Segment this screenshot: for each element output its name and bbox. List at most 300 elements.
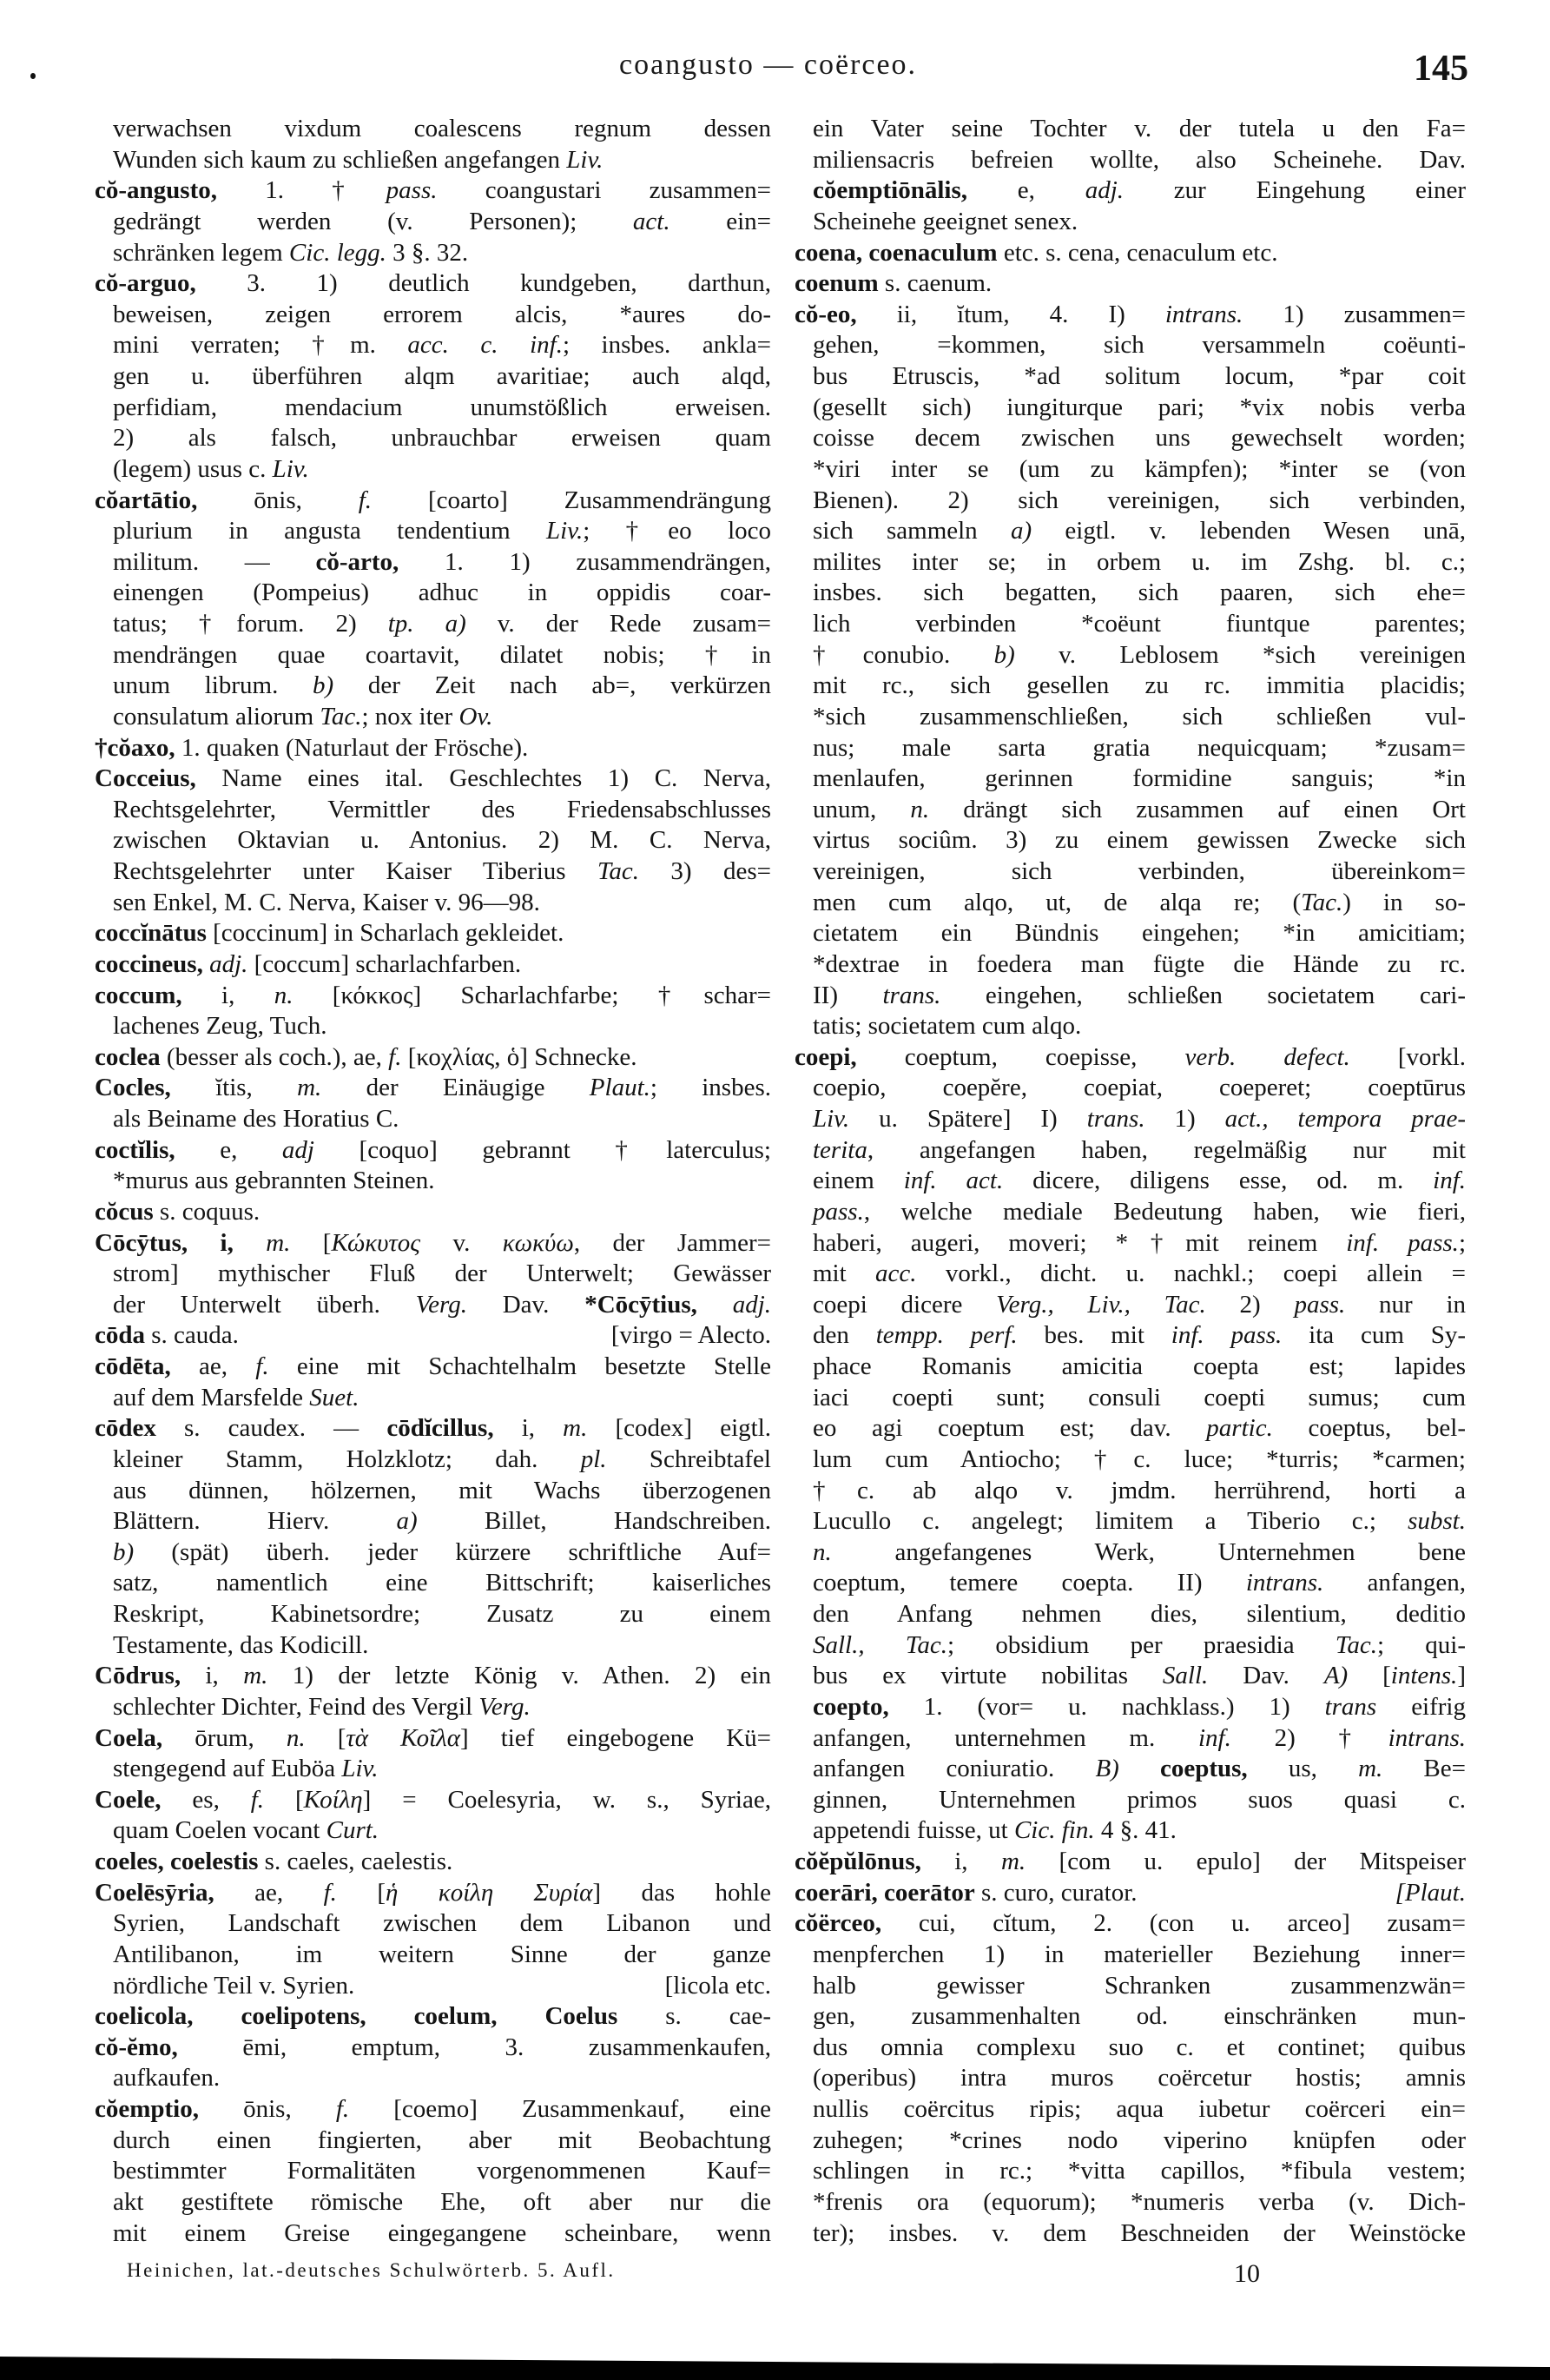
definition-text: 1. † xyxy=(216,176,386,205)
definition-text: v. Leblosem *sich vereinigen xyxy=(1014,640,1466,669)
entry-text-line xyxy=(795,2063,1466,2094)
definition-text: akt gestiftete römische Ehe, oft aber nur die xyxy=(113,2187,771,2216)
definition-text: mini verraten; †m. xyxy=(113,331,408,360)
definition-text: 2) † xyxy=(1230,1723,1388,1752)
definition-text: [coccinum] in Scharlach gekleidet. xyxy=(206,919,564,948)
definition-text: eifrig xyxy=(1376,1692,1466,1721)
definition-text: *murus aus gebrannten Steinen. xyxy=(113,1167,435,1195)
definition-text: *sich zusammenschließen, sich schließen vul- xyxy=(813,702,1466,731)
definition-text: 4 §. 41. xyxy=(1094,1816,1177,1845)
line-main-text xyxy=(95,1320,239,1352)
right-column xyxy=(795,114,1466,2249)
italic-abbreviation: n. xyxy=(813,1537,832,1566)
italic-abbreviation: Liv. xyxy=(813,1105,850,1133)
margin-mark-dot xyxy=(30,73,36,79)
italic-abbreviation: Liv. xyxy=(546,517,584,545)
entry-text-line xyxy=(795,825,1466,856)
entry-headword-line xyxy=(95,1352,771,1383)
definition-text: coepi dicere xyxy=(813,1290,997,1319)
entry-headword-line xyxy=(795,1847,1466,1878)
definition-text: appetendi fuisse, ut xyxy=(813,1816,1014,1845)
line-main-text xyxy=(795,1878,1138,1909)
headword: cōda xyxy=(95,1321,145,1350)
definition-text: *frenis ora (equorum); *numeris verba (v. Dich- xyxy=(813,2187,1466,2216)
headword: cŏ-arguo, xyxy=(95,269,196,298)
entry-text-line xyxy=(795,2094,1466,2125)
italic-abbreviation: Κώκυτος xyxy=(331,1228,421,1257)
entry-headword-line xyxy=(795,238,1466,269)
italic-abbreviation: adj. xyxy=(732,1290,771,1319)
definition-text: coeptum, temere coepta. II) xyxy=(813,1569,1246,1597)
italic-abbreviation: subst. xyxy=(1408,1507,1466,1536)
definition-text: nus; male sarta gratia nequicquam; *zusam= xyxy=(813,733,1466,762)
entry-text-line xyxy=(95,1476,771,1507)
entry-headword-line xyxy=(95,1413,771,1445)
entry-text-line xyxy=(795,1073,1466,1104)
definition-text: i, xyxy=(181,981,274,1009)
definition-text: [codex] eigtl. xyxy=(587,1414,771,1443)
definition-text: men cum alqo, ut, de alqa re; ( xyxy=(813,888,1302,916)
italic-abbreviation: Curt. xyxy=(326,1816,379,1845)
italic-abbreviation: pass. xyxy=(813,1197,864,1226)
italic-abbreviation: trans. xyxy=(1086,1105,1145,1133)
italic-abbreviation: intrans. xyxy=(1388,1723,1466,1752)
italic-abbreviation: A) xyxy=(1323,1662,1349,1690)
definition-text: (legem) usus c. xyxy=(113,454,273,483)
entry-headword-line xyxy=(95,175,771,207)
entry-text-line xyxy=(95,1908,771,1940)
carried-over-fragment: [Plaut. xyxy=(1395,1878,1466,1907)
entry-text-line xyxy=(795,981,1466,1012)
entry-text-line xyxy=(95,1599,771,1630)
headword: coccum, xyxy=(95,981,182,1009)
entry-text-line xyxy=(795,207,1466,238)
entry-text-line xyxy=(795,1723,1466,1755)
entry-headword-line xyxy=(95,2094,771,2125)
definition-text: aus dünnen, hölzernen, mit Wachs überzogenen xyxy=(113,1476,771,1504)
headword: cŏcus xyxy=(95,1197,154,1226)
italic-abbreviation: verb. defect. xyxy=(1184,1042,1350,1071)
italic-abbreviation: a) xyxy=(396,1507,418,1536)
entry-text-line xyxy=(95,2187,771,2218)
definition-text: haberi, augeri, moveri; *†mit reinem xyxy=(813,1228,1347,1257)
entry-text-line xyxy=(95,1383,771,1414)
entry-text-line xyxy=(95,578,771,609)
headword: coclea xyxy=(95,1042,161,1071)
entry-text-line xyxy=(795,547,1466,578)
entry-text-line xyxy=(795,486,1466,517)
definition-text: drängt sich zusammen auf einen Ort xyxy=(929,795,1466,823)
italic-abbreviation: Verg. xyxy=(415,1290,467,1319)
italic-abbreviation: Κοίλη xyxy=(303,1785,363,1814)
definition-text: coepio, coepĕre, coepiat, coeperet; coeptūrus xyxy=(813,1074,1466,1102)
entry-text-line xyxy=(95,454,771,486)
entry-text-line xyxy=(795,1971,1466,2002)
entry-headword-line xyxy=(95,1042,771,1074)
entry-headword-line xyxy=(95,981,771,1012)
entry-text-line xyxy=(95,2063,771,2094)
footer-imprint: Heinichen, lat.-deutsches Schulwörterb. 5. Aufl. xyxy=(127,2259,616,2281)
headword: coccĭnātus xyxy=(95,919,207,948)
entry-text-line xyxy=(795,2033,1466,2064)
definition-text: der Zeit nach ab=, verkürzen xyxy=(333,671,771,700)
definition-text: Rechtsgelehrter, Vermittler des Friedensabschlusses xyxy=(113,795,771,823)
definition-text: vereinigen, sich verbinden, übereinkom= xyxy=(813,857,1466,885)
entry-text-line xyxy=(95,2218,771,2250)
entry-text-line xyxy=(795,1785,1466,1816)
italic-abbreviation: Sall., Tac. xyxy=(813,1630,947,1659)
definition-text xyxy=(1119,1755,1160,1782)
entry-text-line xyxy=(795,1259,1466,1290)
italic-abbreviation: inf. act. xyxy=(903,1167,1004,1195)
italic-abbreviation: trans xyxy=(1324,1692,1377,1721)
italic-abbreviation: f. xyxy=(335,2095,350,2123)
entry-text-line xyxy=(795,1011,1466,1042)
definition-text: dicere, diligens esse, od. m. xyxy=(1003,1167,1434,1195)
entry-text-line xyxy=(795,1445,1466,1476)
definition-text: [coccum] scharlachfarben. xyxy=(247,949,522,978)
definition-text: [ xyxy=(264,1785,304,1814)
definition-text: den Anfang nehmen dies, silentium, deditio xyxy=(813,1600,1466,1628)
entry-text-line xyxy=(795,361,1466,393)
definition-text: Testamente, das Kodicill. xyxy=(113,1630,369,1659)
definition-text: anfangen coniuratio. xyxy=(813,1755,1096,1783)
entry-text-line xyxy=(795,888,1466,919)
italic-abbreviation: inf. xyxy=(1433,1167,1467,1195)
definition-text: ; qui- xyxy=(1376,1630,1467,1659)
entry-text-line xyxy=(795,1197,1466,1228)
definition-text: satz, namentlich eine Bittschrift; kaiserliches xyxy=(113,1569,771,1597)
scan-edge xyxy=(0,2350,1550,2380)
definition-text: der Unterwelt überh. xyxy=(113,1290,416,1319)
definition-text: gen u. überführen alqm avaritiae; auch alqd, xyxy=(113,362,771,390)
entry-text-line xyxy=(795,795,1466,826)
definition-text: halb gewisser Schranken zusammenzwän= xyxy=(813,1971,1466,2000)
definition-text: ii, ĭtum, 4. I) xyxy=(856,300,1165,328)
definition-text: ae, xyxy=(214,1878,324,1907)
entry-headword-line xyxy=(795,268,1466,300)
entry-text-line xyxy=(95,207,771,238)
definition-text: 1. (vor= u. nachklass.) 1) xyxy=(888,1692,1325,1721)
definition-text: 3) des= xyxy=(639,857,771,885)
definition-text: [coquo] gebrannt †laterculus; xyxy=(313,1135,771,1164)
definition-text: mit xyxy=(813,1259,876,1288)
definition-text: durch einen fingierten, aber mit Beobachtung xyxy=(113,2125,771,2154)
italic-abbreviation: Cic. fin. xyxy=(1013,1816,1095,1845)
italic-abbreviation: Suet. xyxy=(309,1383,359,1411)
definition-text: Dav. xyxy=(466,1290,585,1319)
definition-text: coeptum, coepisse, xyxy=(856,1042,1185,1071)
definition-text: einengen (Pompeius) adhuc in oppidis coar- xyxy=(113,578,771,607)
definition-text: , angefangen haben, regelmäßig nur mit xyxy=(867,1135,1466,1164)
definition-text: lachenes Zeug, Tuch. xyxy=(113,1012,327,1041)
definition-text: †conubio. xyxy=(813,640,994,669)
headword: cŏ-angusto, xyxy=(95,176,217,205)
definition-text: ein Vater seine Tochter v. der tutela u den Fa= xyxy=(813,115,1466,142)
definition-text: [coemo] Zusammenkauf, eine xyxy=(349,2095,771,2123)
definition-text: vorkl., dicht. u. nachkl.; coepi allein = xyxy=(916,1259,1466,1288)
entry-text-line xyxy=(795,733,1466,764)
entry-text-line xyxy=(795,640,1466,671)
headword: coeles, coelestis xyxy=(95,1848,259,1875)
entry-headword-line xyxy=(95,486,771,517)
headword: coelicola, coelipotens, coelum, Coelus xyxy=(95,2002,618,2031)
definition-text: eo agi coeptum est; dav. xyxy=(813,1414,1207,1443)
definition-text: Dav. xyxy=(1208,1662,1324,1690)
italic-abbreviation: pl. xyxy=(580,1445,607,1473)
definition-text: bes. mit xyxy=(1017,1321,1171,1350)
definition-text xyxy=(697,1291,733,1319)
headword: Coelēsȳria, xyxy=(95,1878,214,1907)
definition-text: Name eines ital. Geschlechtes 1) C. Nerva, xyxy=(195,764,771,793)
italic-abbreviation: Verg. xyxy=(478,1692,531,1721)
definition-text: lich verbinden *coëunt fiuntque parentes; xyxy=(813,610,1466,638)
italic-abbreviation: Plaut. xyxy=(589,1074,650,1102)
entry-headword-line xyxy=(95,1723,771,1755)
definition-text: unum librum. xyxy=(113,671,313,700)
entry-text-line xyxy=(95,1445,771,1476)
definition-text: (operibus) intra muros coërcetur hostis; amnis xyxy=(813,2064,1466,2092)
entry-headword-line xyxy=(795,1042,1466,1074)
definition-text: ) in so- xyxy=(1342,888,1466,916)
definition-text: ; nox iter xyxy=(361,702,459,731)
page-number: 145 xyxy=(1414,49,1468,89)
entry-text-line xyxy=(795,330,1466,361)
definition-text: Lucullo c. angelegt; limitem a Tiberio c.; xyxy=(813,1507,1408,1536)
entry-text-line xyxy=(795,1754,1466,1785)
headword: coepto, xyxy=(813,1692,889,1721)
definition-text: i, xyxy=(181,1662,244,1690)
definition-text: *dextrae in foedera man fügte die Hände zu rc. xyxy=(813,949,1466,978)
italic-abbreviation: Tac. xyxy=(1301,888,1343,916)
definition-text: bestimmter Formalitäten vorgenommenen Kauf= xyxy=(113,2157,771,2185)
definition-text: , welche mediale Bedeutung haben, wie fieri, xyxy=(863,1197,1466,1226)
definition-text: mit rc., sich gesellen zu rc. immitia placidis; xyxy=(813,671,1466,700)
definition-text: mendrängen quae coartavit, dilatet nobis; †in xyxy=(113,640,771,669)
definition-text: Reskript, Kabinetsordre; Zusatz zu einem xyxy=(113,1600,771,1628)
headword: Cocceius, xyxy=(95,764,196,793)
definition-text: plurium in angusta tendentium xyxy=(113,517,547,545)
definition-text: perfidiam, mendacium unumstößlich erweisen. xyxy=(113,393,771,421)
definition-text: ; obsidium per praesidia xyxy=(947,1630,1336,1659)
definition-text: sich sammeln xyxy=(813,517,1011,545)
entry-text-line xyxy=(795,702,1466,733)
entry-headword-line xyxy=(95,2001,771,2033)
definition-text: Schreibtafel xyxy=(606,1445,771,1473)
entry-text-line xyxy=(95,300,771,331)
headword: *Cōcȳtius, xyxy=(584,1290,697,1319)
entry-headword-line xyxy=(95,764,771,795)
entry-text-line xyxy=(95,1506,771,1537)
definition-text: ĭtis, xyxy=(170,1074,298,1102)
definition-text: ita cum Sy- xyxy=(1282,1321,1467,1350)
definition-text: i, xyxy=(920,1848,1001,1875)
entry-text-line xyxy=(795,1383,1466,1414)
definition-text: (besser als coch.), ae, xyxy=(160,1042,389,1071)
carried-over-fragment: [licola etc. xyxy=(664,1971,771,2000)
headword: cōdex xyxy=(95,1414,156,1443)
definition-text: ; †eo loco xyxy=(583,517,772,545)
definition-text: coeptus, bel- xyxy=(1272,1414,1466,1443)
definition-text: gehen, =kommen, sich versammeln coëunti- xyxy=(813,331,1466,360)
definition-text: unum, xyxy=(813,795,911,823)
entry-text-line xyxy=(95,640,771,671)
definition-text: ] das hohle xyxy=(592,1878,771,1907)
entry-text-line xyxy=(95,516,771,547)
definition-text: verwachsen vixdum coalescens regnum dessen xyxy=(113,115,771,142)
entry-text-line xyxy=(95,114,771,145)
definition-text: gen, zusammenhalten od. einschränken mun- xyxy=(813,2002,1466,2031)
entry-text-line xyxy=(795,918,1466,949)
running-head: coangusto — coërceo. xyxy=(619,49,918,81)
italic-abbreviation: act., tempora prae- xyxy=(1224,1105,1466,1133)
definition-text: Billet, Handschreiben. xyxy=(417,1507,772,1536)
definition-text: s. coquus. xyxy=(153,1197,261,1226)
definition-text: cui, cĭtum, 2. (con u. arceo] zusam= xyxy=(881,1909,1466,1938)
definition-text: [ xyxy=(305,1723,346,1752)
definition-text: menpferchen 1) in materieller Beziehung inner= xyxy=(813,1940,1466,1968)
definition-text: gedrängt werden (v. Personen); xyxy=(113,207,633,235)
definition-text: 1) zusammen= xyxy=(1243,300,1466,328)
entry-text-line xyxy=(95,795,771,826)
headword: coepi, xyxy=(795,1042,857,1071)
entry-text-line xyxy=(95,825,771,856)
italic-abbreviation: m. xyxy=(297,1074,322,1102)
definition-text: [coarto] Zusammendrängung xyxy=(372,486,771,514)
headword: cōdĭcillus, xyxy=(386,1414,494,1443)
entry-text-line xyxy=(95,1104,771,1135)
definition-text: [κόκκος] Scharlachfarbe; †schar= xyxy=(293,981,771,1009)
entry-text-line xyxy=(795,609,1466,640)
italic-abbreviation: m. xyxy=(266,1228,291,1257)
entry-text-line xyxy=(795,1476,1466,1507)
definition-text: s. caenum. xyxy=(878,269,993,298)
definition-text: quam Coelen vocant xyxy=(113,1816,326,1845)
italic-abbreviation: pass. xyxy=(386,176,438,205)
entry-text-line xyxy=(795,145,1466,176)
definition-text: , der Jammer= xyxy=(573,1228,771,1257)
entry-headword-line xyxy=(95,1847,771,1878)
definition-text: ] xyxy=(1457,1662,1466,1690)
italic-abbreviation: acc. xyxy=(875,1259,917,1288)
headword: cŏ-eo, xyxy=(795,300,857,328)
entry-text-line xyxy=(95,1011,771,1042)
italic-abbreviation: Tac. xyxy=(1335,1630,1377,1659)
definition-text: phace Romanis amicitia coepta est; lapides xyxy=(813,1352,1466,1380)
definition-text: militum. — xyxy=(113,547,316,576)
entry-text-line xyxy=(795,1290,1466,1321)
headword: coeptus, xyxy=(1159,1755,1248,1783)
entry-text-line xyxy=(95,423,771,454)
definition-text: 3. 1) deutlich kundgeben, darthun, xyxy=(195,269,771,298)
entry-text-line xyxy=(95,1630,771,1662)
entry-text-line xyxy=(795,423,1466,454)
entry-text-line xyxy=(795,1352,1466,1383)
italic-abbreviation: Verg., Liv., Tac. xyxy=(996,1290,1206,1319)
definition-text: 1. quaken (Naturlaut der Frösche). xyxy=(175,733,529,762)
definition-text: (spät) überh. jeder kürzere schriftliche Auf= xyxy=(134,1537,771,1566)
entry-text-line xyxy=(795,2001,1466,2033)
italic-abbreviation: terita xyxy=(813,1135,867,1164)
italic-abbreviation: trans. xyxy=(882,981,941,1009)
entry-text-line xyxy=(795,2187,1466,2218)
entry-text-line xyxy=(795,1815,1466,1847)
entry-text-line xyxy=(795,1940,1466,1971)
definition-text: zwischen Oktavian u. Antonius. 2) M. C. Nerva, xyxy=(113,826,771,855)
italic-abbreviation: b) xyxy=(993,640,1015,669)
definition-text: schlingen in rc.; *vitta capillos, *fibula vestem; xyxy=(813,2157,1466,2185)
definition-text: s. cae- xyxy=(617,2002,771,2031)
definition-text: ōnis, xyxy=(197,486,359,514)
entry-headword-line xyxy=(95,1785,771,1816)
entry-headword-line xyxy=(95,1661,771,1692)
definition-text: Wunden sich kaum zu schließen angefangen xyxy=(113,145,567,174)
headword: cŏ-ĕmo, xyxy=(95,2033,178,2061)
definition-text: Syrien, Landschaft zwischen dem Libanon und xyxy=(113,1909,771,1938)
definition-text: zur Eingehung einer xyxy=(1124,176,1466,205)
entry-text-line xyxy=(795,578,1466,609)
entry-text-line xyxy=(95,856,771,888)
definition-text: us, xyxy=(1247,1755,1359,1783)
entry-text-line xyxy=(795,1104,1466,1135)
entry-headword-line xyxy=(95,1878,771,1909)
definition-text: nullis coërcitus ripis; aqua iubetur coërceri ein= xyxy=(813,2095,1466,2123)
entry-headword-line xyxy=(95,1320,771,1352)
sheet-signature: 10 xyxy=(1234,2259,1260,2288)
italic-abbreviation: Liv. xyxy=(341,1755,379,1783)
headword: coena, coenaculum xyxy=(795,238,998,267)
italic-abbreviation: b) xyxy=(313,671,334,700)
definition-text: [ xyxy=(290,1228,332,1257)
definition-text: als Beiname des Horatius C. xyxy=(113,1105,399,1133)
definition-text: II) xyxy=(813,981,883,1009)
definition-text: aufkaufen. xyxy=(113,2064,221,2092)
italic-abbreviation: inf. pass. xyxy=(1171,1321,1283,1350)
definition-text: †c. ab alqo v. jmdm. herrührend, horti a xyxy=(813,1476,1466,1504)
entry-text-line xyxy=(795,2218,1466,2250)
definition-text: stengegend auf Euböa xyxy=(113,1755,342,1783)
definition-text: Antilibanon, im weitern Sinne der ganze xyxy=(113,1940,771,1968)
definition-text: [ xyxy=(336,1878,386,1907)
italic-abbreviation: f. xyxy=(388,1042,402,1071)
definition-text: ōrum, xyxy=(162,1723,287,1752)
carried-over-fragment: [virgo = Alecto. xyxy=(610,1321,771,1350)
entry-text-line xyxy=(95,1815,771,1847)
headword: Cōcȳtus, i, xyxy=(95,1228,234,1257)
definition-text: 2) als falsch, unbrauchbar erweisen quam xyxy=(113,424,771,453)
entry-headword-line xyxy=(95,2033,771,2064)
entry-text-line xyxy=(795,856,1466,888)
entry-headword-line xyxy=(95,268,771,300)
headword: Cocles, xyxy=(95,1074,171,1102)
entry-headword-line xyxy=(95,1197,771,1228)
italic-abbreviation: Liv. xyxy=(566,145,604,174)
definition-text: [com u. epulo] der Mitspeiser xyxy=(1026,1848,1466,1875)
italic-abbreviation: m. xyxy=(243,1662,268,1690)
entry-headword-line xyxy=(95,733,771,764)
definition-text: (gesellt sich) iungiturque pari; *vix nobis verba xyxy=(813,393,1466,421)
italic-abbreviation: pass. xyxy=(1294,1290,1346,1319)
definition-text: lum cum Antiocho; †c. luce; *turris; *carmen; xyxy=(813,1445,1466,1473)
headword: coerāri, coerātor xyxy=(795,1878,975,1907)
italic-abbreviation: a) xyxy=(1010,517,1032,545)
headword: cōdēta, xyxy=(95,1352,171,1380)
definition-text: einem xyxy=(813,1167,904,1195)
entry-text-line xyxy=(95,702,771,733)
definition-text: strom] mythischer Fluß der Unterwelt; Gewässer xyxy=(113,1259,771,1288)
entry-text-line xyxy=(795,2156,1466,2187)
definition-text: anfangen, xyxy=(1323,1569,1467,1597)
